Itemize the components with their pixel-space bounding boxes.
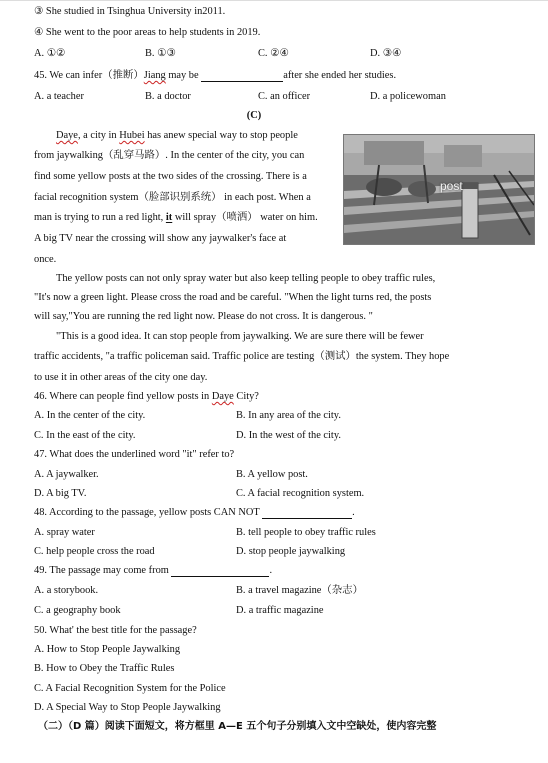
choice-d[interactable]: D. ③④ — [370, 48, 402, 59]
choice-b[interactable]: B. ①③ — [145, 48, 176, 59]
passage-line: once. — [34, 254, 57, 265]
street-crossing-photo — [343, 134, 535, 245]
q46-choice-b[interactable]: B. In any area of the city. — [236, 410, 341, 421]
passage-line: find some yellow posts at the two sides of the crossing. There is a — [34, 171, 307, 182]
choice-a[interactable]: A. ①② — [34, 48, 66, 59]
page-top-border — [0, 0, 548, 5]
answer-blank[interactable] — [262, 508, 352, 519]
section-heading-c: (C) — [246, 110, 262, 121]
q47-choice-c[interactable]: C. A facial recognition system. — [236, 488, 365, 499]
choice-c[interactable]: C. ②④ — [258, 48, 289, 59]
q47-choice-d[interactable]: D. A big TV. — [34, 488, 87, 499]
next-section-heading: （二）（D 篇）阅读下面短文，将方框里 A—E 五个句子分别填入文中空缺处，使内容完整 — [38, 721, 437, 732]
q45-choice-b[interactable]: B. a doctor — [145, 91, 191, 102]
question-50: 50. What' the best title for the passage? — [34, 625, 197, 636]
q48-choice-d[interactable]: D. stop people jaywalking — [236, 546, 346, 557]
option-3: ③ She studied in Tsinghua University in2011. — [34, 6, 226, 17]
passage-line: A big TV near the crossing will show any jaywalker's face at — [34, 233, 287, 244]
q49-choice-b[interactable]: B. a travel magazine（杂志） — [236, 585, 363, 596]
question-49: 49. The passage may come from . — [34, 565, 273, 576]
crossing-illustration — [344, 135, 534, 244]
question-45: 45. We can infer（推断）Jiang may be after she ended her studies. — [34, 70, 397, 81]
passage-line: will say,"You are running the red light now. Please do not cross. It is dangerous. " — [34, 311, 373, 322]
q49-choice-a[interactable]: A. a storybook. — [34, 585, 99, 596]
q46-choice-d[interactable]: D. In the west of the city. — [236, 430, 341, 441]
q45-choice-c[interactable]: C. an officer — [258, 91, 311, 102]
option-4: ④ She went to the poor areas to help students in 2019. — [34, 27, 261, 38]
q49-choice-d[interactable]: D. a traffic magazine — [236, 605, 324, 616]
q45-choice-a[interactable]: A. a teacher — [34, 91, 84, 102]
q48-choice-a[interactable]: A. spray water — [34, 527, 95, 538]
q49-choice-c[interactable]: C. a geography book — [34, 605, 121, 616]
q47-choice-a[interactable]: A. A jaywalker. — [34, 469, 99, 480]
q45-choice-d[interactable]: D. a policewoman — [370, 91, 446, 102]
q48-choice-c[interactable]: C. help people cross the road — [34, 546, 155, 557]
passage-line: to use it in other areas of the city one day. — [34, 372, 208, 383]
question-48: 48. According to the passage, yellow posts CAN NOT . — [34, 507, 355, 518]
q50-choice-b[interactable]: B. How to Obey the Traffic Rules — [34, 663, 175, 674]
q50-choice-c[interactable]: C. A Facial Recognition System for the Police — [34, 683, 226, 694]
passage-line: man is trying to run a red light, it will spray（喷洒） water on him. — [34, 212, 318, 223]
passage-line: "It's now a green light. Please cross the road and be careful. "When the light turns red, the posts — [34, 292, 432, 303]
q50-choice-d[interactable]: D. A Special Way to Stop People Jaywalking — [34, 702, 221, 713]
passage-line: The yellow posts can not only spray water but also keep telling people to obey traffic rules, — [56, 273, 436, 284]
passage-line: traffic accidents, "a traffic policeman said. Traffic police are testing（测试）the system. They hope — [34, 351, 450, 362]
passage-line: Daye, a city in Hubei has anew special way to stop people — [56, 130, 298, 141]
question-46: 46. Where can people find yellow posts in Daye City? — [34, 391, 259, 402]
q46-choice-c[interactable]: C. In the east of the city. — [34, 430, 136, 441]
answer-blank[interactable] — [201, 71, 283, 82]
q47-choice-b[interactable]: B. A yellow post. — [236, 469, 308, 480]
q48-choice-b[interactable]: B. tell people to obey traffic rules — [236, 527, 376, 538]
passage-line: from jaywalking（乱穿马路）. In the center of the city, you can — [34, 150, 305, 161]
q50-choice-a[interactable]: A. How to Stop People Jaywalking — [34, 644, 181, 655]
answer-blank[interactable] — [171, 566, 269, 577]
question-47: 47. What does the underlined word "it" refer to? — [34, 449, 235, 460]
passage-line: facial recognition system（脸部识别系统） in each post. When a — [34, 192, 311, 203]
passage-line: "This is a good idea. It can stop people from jaywalking. We are sure there will be fewer — [56, 331, 424, 342]
post-label: post — [440, 179, 463, 193]
q46-choice-a[interactable]: A. In the center of the city. — [34, 410, 146, 421]
